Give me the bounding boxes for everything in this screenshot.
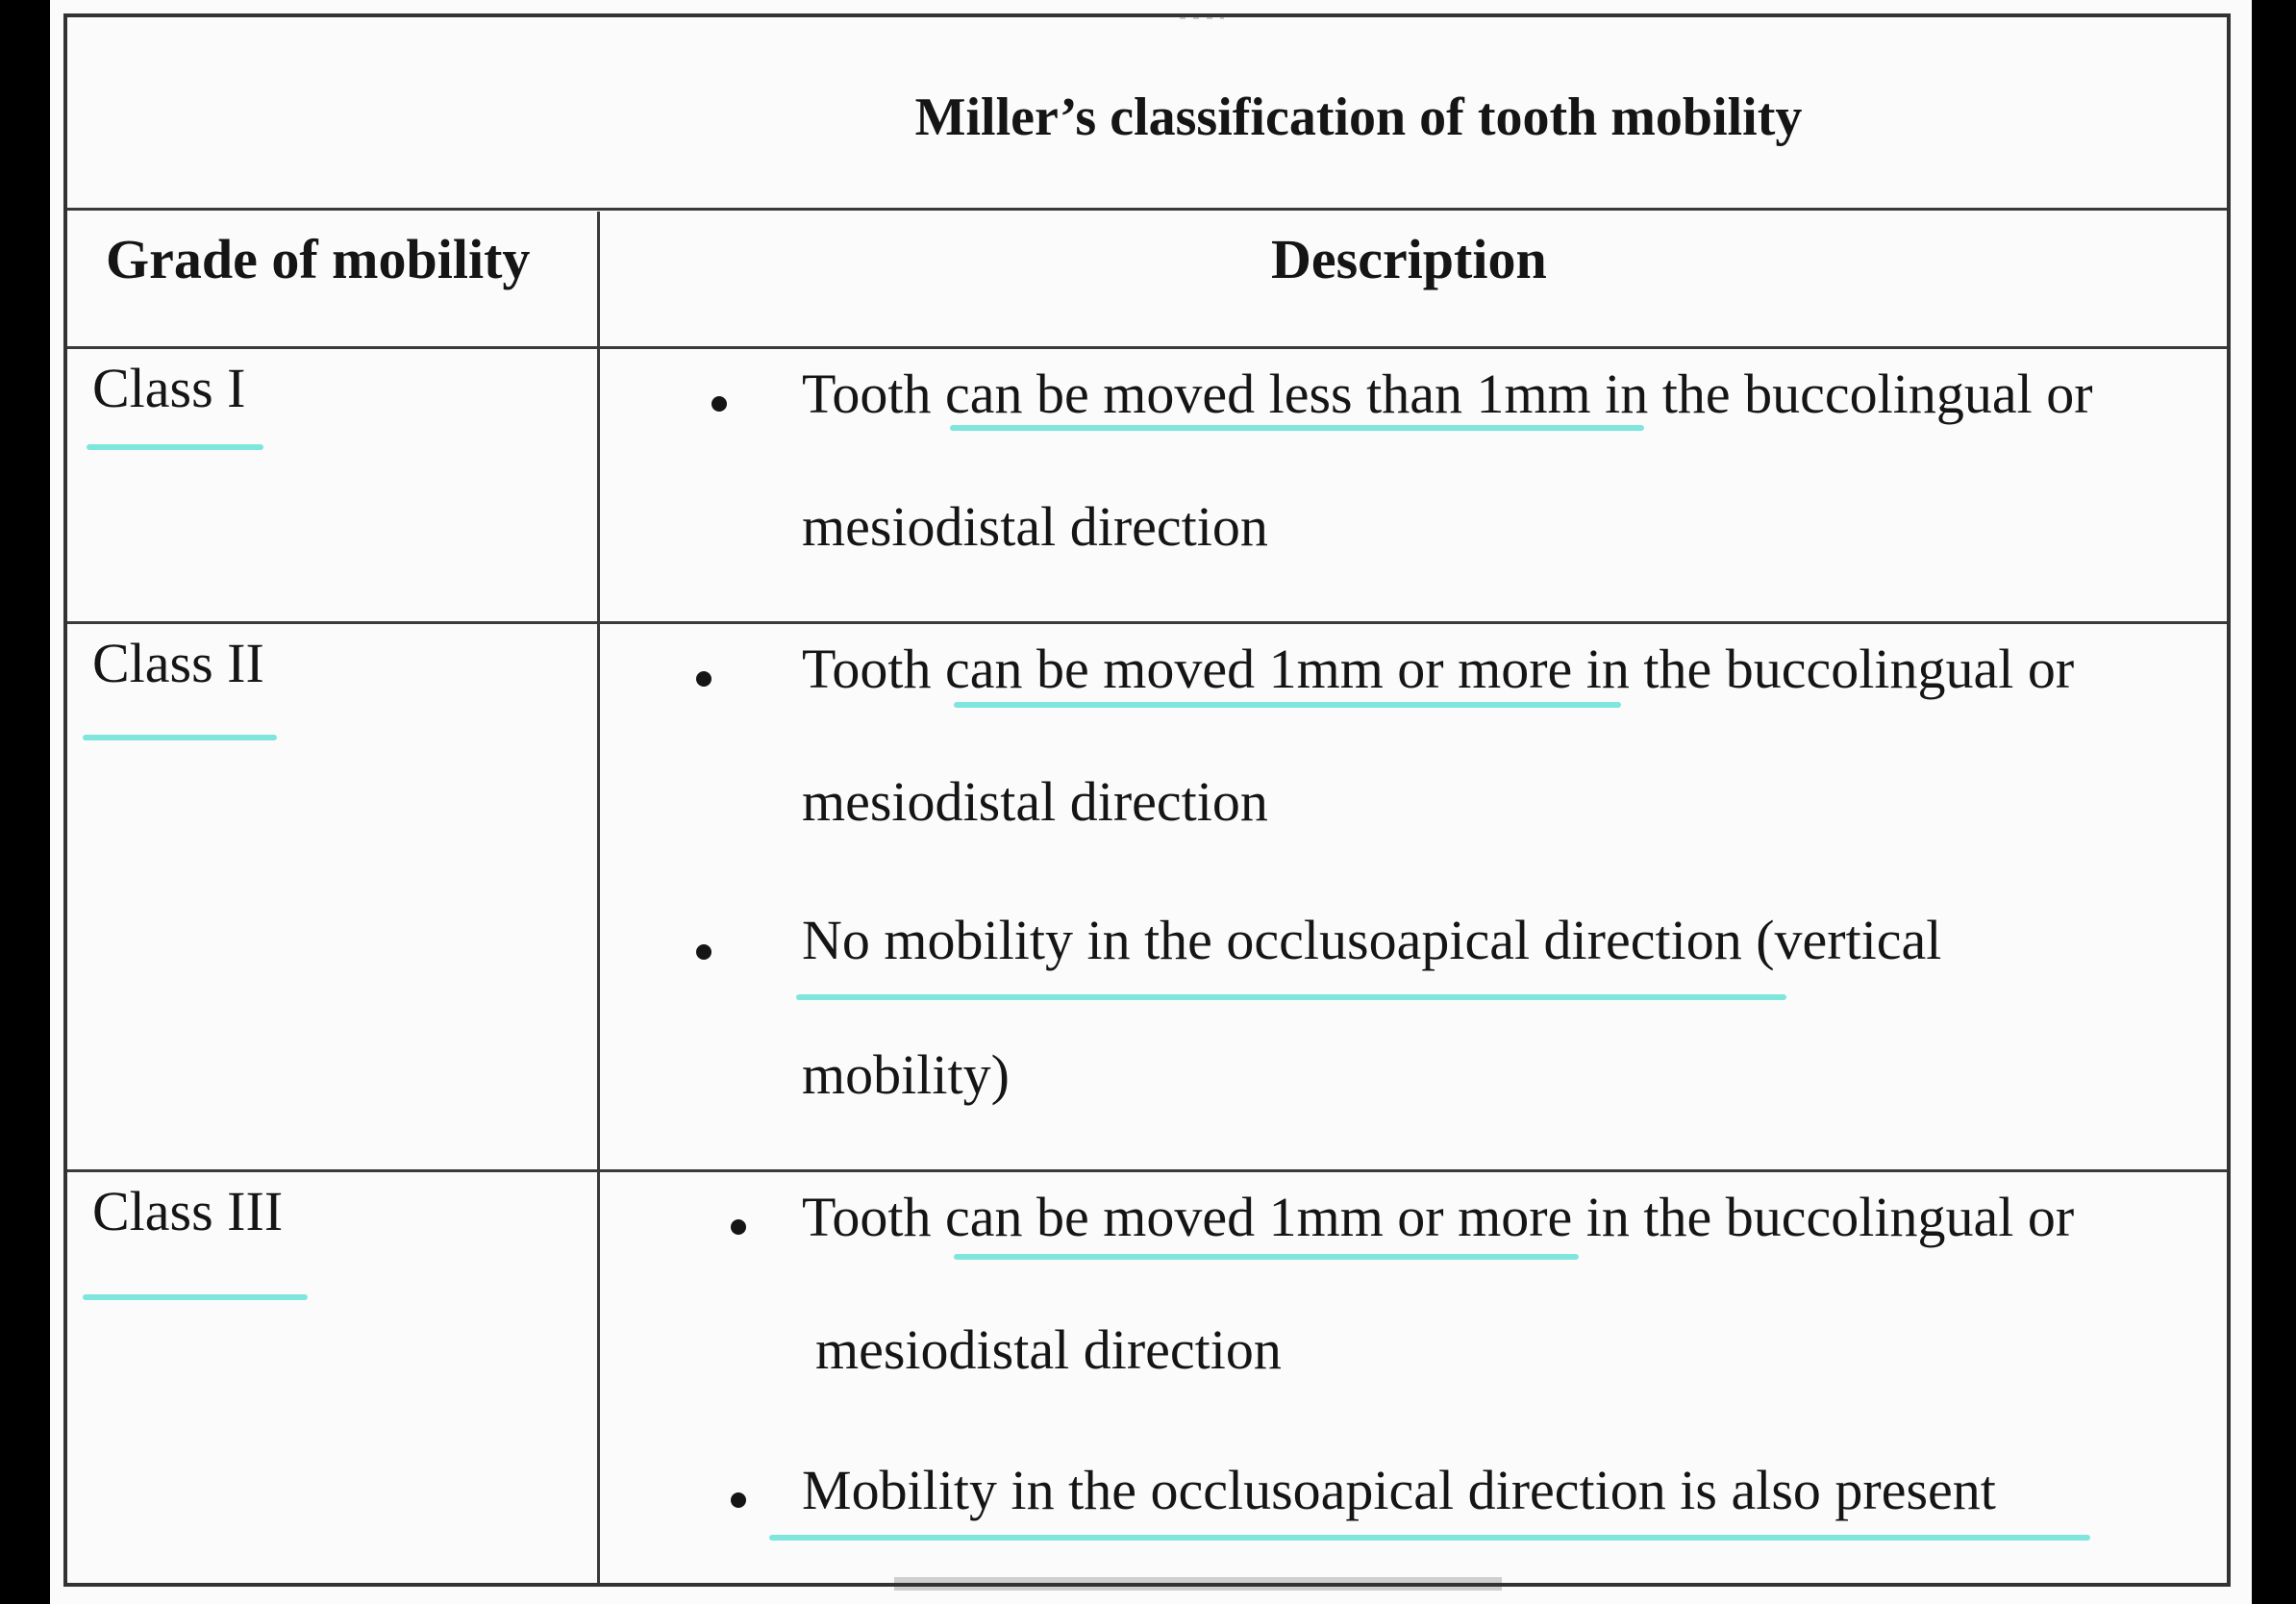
class-ii-bullet-1-line-2: mesiodistal direction — [802, 770, 1268, 833]
class-i-bullet-1-highlight — [950, 425, 1644, 431]
class-ii-bullet-1-highlight — [954, 702, 1621, 708]
table-title: Miller’s classification of tooth mobility — [914, 88, 1803, 147]
class-i-bullet-1-line-1: Tooth can be moved less than 1mm in the buccolingual or — [802, 363, 2093, 425]
class-ii-bullet-1-line-1: Tooth can be moved 1mm or more in the buccolingual or — [802, 638, 2075, 700]
class-iii-bullet-2-highlight — [769, 1535, 2090, 1541]
mobility-classification-table — [63, 13, 2231, 1587]
class-iii-highlight-underline — [83, 1294, 308, 1300]
class-iii-bullet-1-line-1: Tooth can be moved 1mm or more in the buccolingual or — [802, 1186, 2075, 1248]
class-i-highlight-underline — [87, 444, 263, 450]
class-iii-bullet-1-line-2: mesiodistal direction — [815, 1318, 1282, 1381]
header-row-divider — [67, 346, 2227, 349]
class-i-bullet-1-line-2: mesiodistal direction — [802, 495, 1268, 558]
bullet-icon — [711, 396, 727, 412]
class-ii-bullet-2-line-1: No mobility in the occlusoapical direction (vertical — [802, 909, 1942, 971]
bullet-icon — [731, 1492, 746, 1508]
class-ii-label: Class II — [92, 632, 264, 694]
class-iii-bullet-1-highlight — [954, 1254, 1579, 1260]
class-i-label: Class I — [92, 357, 246, 419]
title-row-divider — [67, 208, 2227, 211]
bullet-icon — [696, 944, 711, 960]
header-description: Description — [1271, 228, 1547, 290]
class-i-row-divider — [67, 621, 2227, 624]
class-ii-bullet-2-line-2: mobility) — [802, 1043, 1010, 1106]
class-ii-bullet-2-highlight — [796, 994, 1786, 1000]
class-ii-row-divider — [67, 1169, 2227, 1172]
class-iii-bullet-2-line-1: Mobility in the occlusoapical direction is also present — [802, 1459, 1996, 1521]
column-divider — [597, 212, 600, 1583]
class-ii-highlight-underline — [83, 735, 277, 740]
bullet-icon — [696, 671, 711, 687]
header-grade-of-mobility: Grade of mobility — [106, 228, 531, 290]
class-iii-label: Class III — [92, 1180, 284, 1242]
bullet-icon — [731, 1219, 746, 1235]
